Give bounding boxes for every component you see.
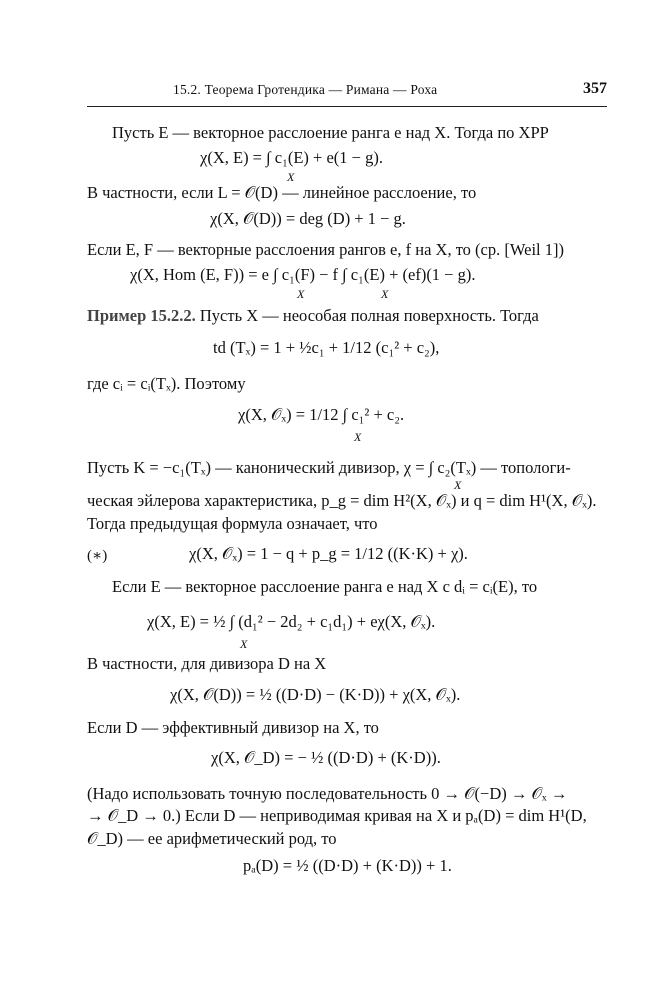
text-line: Пусть K = −c₁(Tₓ) — канонический дивизор, χ = ∫ c₂(Tₓ) — топологи- — [87, 458, 571, 477]
equation-tag: (∗) — [87, 548, 108, 564]
running-header — [87, 80, 607, 107]
text-line: Если D — эффективный дивизор на X, то — [87, 718, 379, 737]
equation: χ(X, 𝒪(D)) = ½ ((D·D) − (K·D)) + χ(X, 𝒪ₓ). — [170, 685, 461, 704]
text-line: ческая эйлерова характеристика, p_g = dim H²(X, 𝒪ₓ) и q = dim H¹(X, 𝒪ₓ). — [87, 491, 597, 510]
running-title: 15.2. Теорема Гротендика — Римана — Роха — [173, 82, 438, 97]
integral-subscript: X — [297, 287, 305, 301]
equation: χ(X, 𝒪ₓ) = 1/12 ∫ c₁² + c₂. — [238, 405, 405, 424]
equation: td (Tₓ) = 1 + ½c₁ + 1/12 (c₁² + c₂), — [213, 338, 440, 357]
integral-subscript: X — [454, 478, 462, 492]
example-label: Пример 15.2.2. — [87, 306, 196, 325]
equation: χ(X, Hom (E, F)) = e ∫ c₁(F) − f ∫ c₁(E) + (ef)(1 − g). — [130, 265, 476, 284]
integral-subscript: X — [287, 170, 295, 184]
integral-subscript: X — [240, 637, 248, 651]
text-line: → 𝒪_D → 0.) Если D — неприводимая кривая на X и pₐ(D) = dim H¹(D, — [87, 806, 587, 825]
integral-subscript: X — [354, 430, 362, 444]
page-number: 357 — [583, 80, 607, 97]
text-line: В частности, для дивизора D на X — [87, 654, 327, 673]
text-line: Если E, F — векторные расслоения рангов e, f на X, то (ср. [Weil 1]) — [87, 240, 564, 259]
text-line — [87, 306, 539, 326]
equation: pₐ(D) = ½ ((D·D) + (K·D)) + 1. — [243, 856, 452, 875]
text-line: Если E — векторное расслоение ранга e над X с dᵢ = cᵢ(E), то — [112, 577, 538, 596]
text-span: Пусть X — неособая полная поверхность. Тогда — [199, 306, 539, 325]
text-line: Тогда предыдущая формула означает, что — [87, 514, 378, 533]
integral-subscript: X — [381, 287, 389, 301]
equation: χ(X, 𝒪ₓ) = 1 − q + p_g = 1/12 ((K·K) + χ). — [189, 544, 468, 563]
text-line: где cᵢ = cᵢ(Tₓ). Поэтому — [87, 374, 246, 393]
text-line: (Надо использовать точную последовательность 0 → 𝒪(−D) → 𝒪ₓ → — [87, 784, 568, 803]
text-line: Пусть E — векторное расслоение ранга e над X. Тогда по ХРР — [112, 123, 549, 142]
text-line: В частности, если L = 𝒪(D) — линейное расслоение, то — [87, 183, 477, 202]
equation: χ(X, E) = ∫ c₁(E) + e(1 − g). — [200, 148, 383, 167]
equation: χ(X, 𝒪_D) = − ½ ((D·D) + (K·D)). — [211, 748, 441, 767]
text-line: 𝒪_D) — ее арифметический род, то — [87, 829, 337, 848]
equation: χ(X, 𝒪(D)) = deg (D) + 1 − g. — [210, 209, 406, 228]
equation: χ(X, E) = ½ ∫ (d₁² − 2d₂ + c₁d₁) + eχ(X, 𝒪ₓ). — [147, 612, 436, 631]
